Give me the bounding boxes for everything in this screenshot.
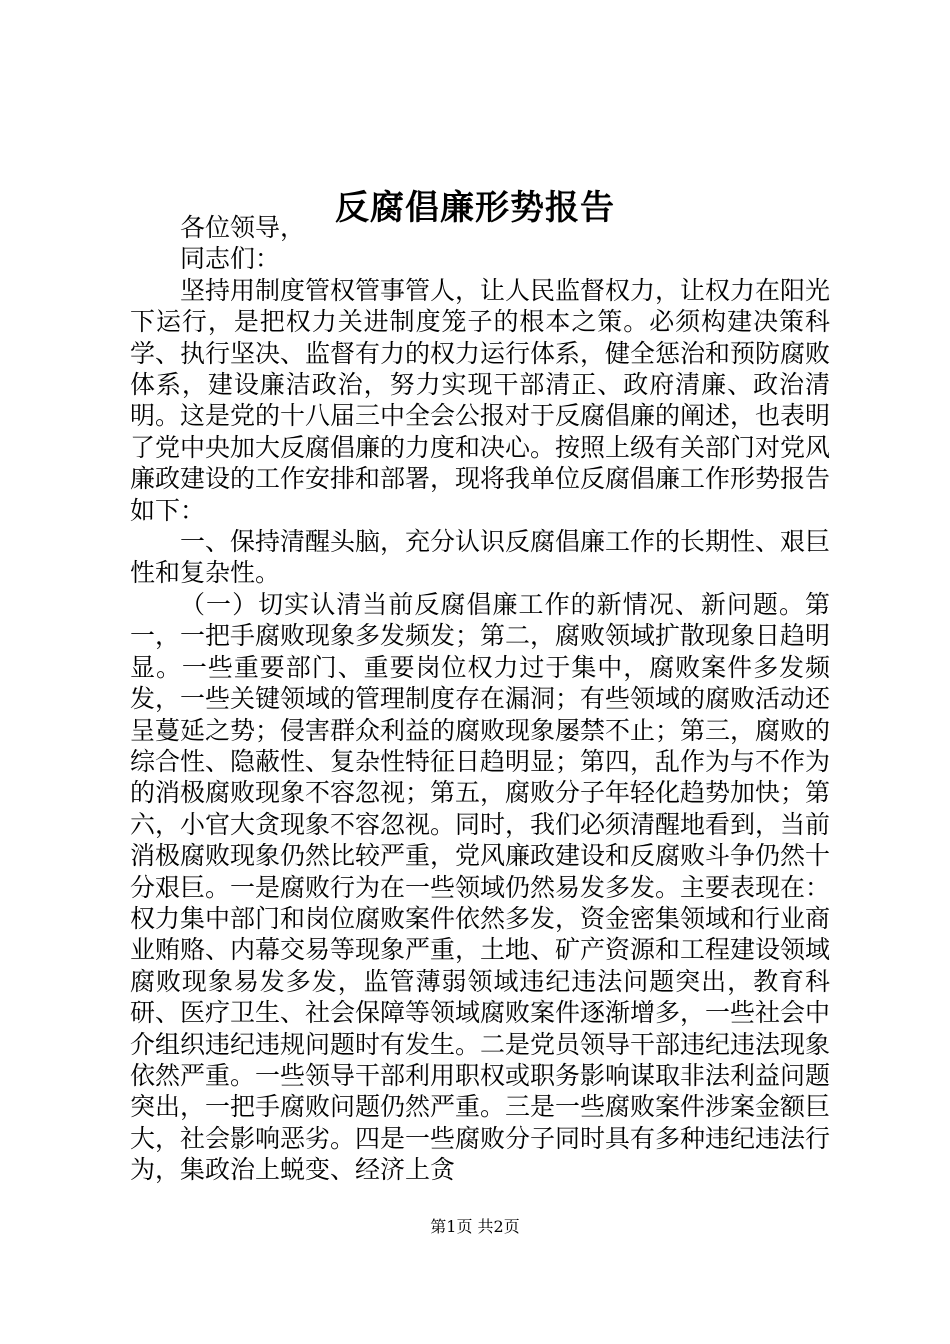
paragraph-subsection-one: （一）切实认清当前反腐倡廉工作的新情况、新问题。第一，一把手腐败现象多发频发；第二，腐败领域扩散现象日趋明显。一些重要部门、重要岗位权力过于集中，腐败案件多发频发，一些关键领域的管理制度存在漏洞；有些领域的腐败活动还呈蔓延之势；侵害群众利益的腐败现象屡禁不止；第三，腐败的综合性、隐蔽性、复杂性特征日趋明显；第四，乱作为与不作为的消极腐败现象不容忽视；第五，腐败分子年轻化趋势加快；第六，小官大贪现象不容忽视。同时，我们必须清醒地看到，当前消极腐败现象仍然比较严重，党风廉政建设和反腐败斗争仍然十分艰巨。一是腐败行为在一些领域仍然易发多发。主要表现在：权力集中部门和岗位腐败案件依然多发，资金密集领域和行业商业贿赂、内幕交易等现象严重，土地、矿产资源和工程建设领域腐败现象易发多发，监管薄弱领域违纪违法问题突出，教育科研、医疗卫生、社会保障等领域腐败案件逐渐增多，一些社会中介组织违纪违规问题时有发生。二是党员领导干部违纪违法现象依然严重。一些领导干部利用职权或职务影响谋取非法利益问题突出，一把手腐败问题仍然严重。三是一些腐败案件涉案金额巨大，社会影响恶劣。四是一些腐败分子同时具有多种违纪违法行为，集政治上蜕变、经济上贪 [130,589,831,1185]
section-heading-one: 一、保持清醒头脑，充分认识反腐倡廉工作的长期性、艰巨性和复杂性。 [130,527,831,588]
salutation-comrades: 同志们： [180,244,281,274]
page-footer: 第1页 共2页 [430,1217,520,1236]
paragraph-introduction: 坚持用制度管权管事管人，让人民监督权力，让权力在阳光下运行，是把权力关进制度笼子的根本之策。必须构建决策科学、执行坚决、监督有力的权力运行体系，健全惩治和预防腐败体系，建设廉洁政治，努力实现干部清正、政府清廉、政治清明。这是党的十八届三中全会公报对于反腐倡廉的阐述，也表明了党中央加大反腐倡廉的力度和决心。按照上级有关部门对党风廉政建设的工作安排和部署，现将我单位反腐倡廉工作形势报告如下： [130,275,831,525]
document-body [130,212,830,1186]
salutation-leaders: 各位领导， [180,213,306,242]
document-title: 反腐倡廉形势报告 [335,188,615,228]
